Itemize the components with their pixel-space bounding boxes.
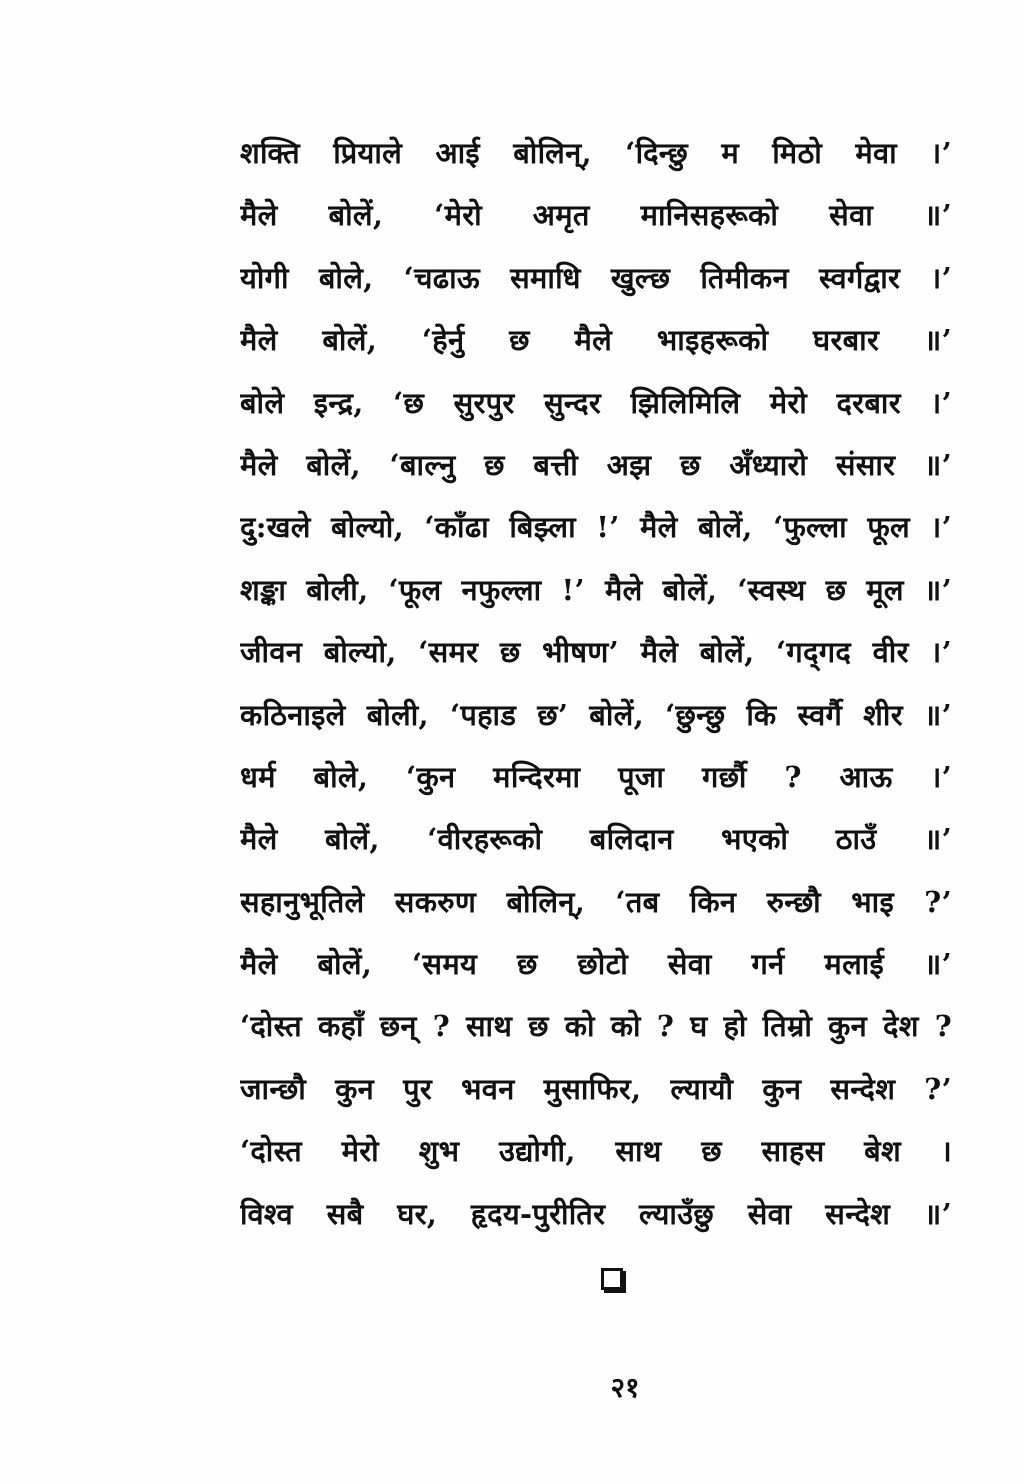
section-end-box-icon [601, 1268, 623, 1290]
poem-line: विश्व सबै घर, हृदय-पुरीतिर ल्याउँछु सेवा सन्देश ॥’ [240, 1196, 952, 1231]
poem-line: जीवन बोल्यो, ‘समर छ भीषण’ मैले बोलें, ‘गद्‌गद वीर ।’ [240, 635, 952, 670]
page-number: २१ [610, 1371, 640, 1404]
poem-line: धर्म बोले, ‘कुन मन्दिरमा पूजा गर्छौ ? आऊ ।’ [240, 759, 952, 794]
poem-line: मैले बोलें, ‘समय छ छोटो सेवा गर्न मलाई ॥’ [240, 947, 952, 982]
poem-line: कठिनाइले बोली, ‘पहाड छ’ बोलें, ‘छुन्छु कि स्वर्गै शीर ॥’ [240, 697, 952, 732]
poem-line: योगी बोले, ‘चढाऊ समाधि खुल्छ तिमीकन स्वर्गद्वार ।’ [240, 260, 952, 295]
poem-stanza [240, 122, 952, 1245]
poem-line: ‘दोस्त कहाँ छन् ? साथ छ को को ? घ हो तिम्रो कुन देश ? [240, 1009, 952, 1044]
poem-line: मैले बोलें, ‘वीरहरूको बलिदान भएको ठाउँ ॥’ [240, 822, 952, 857]
poem-line: शक्ति प्रियाले आई बोलिन्, ‘दिन्छु म मिठो मेवा ।’ [240, 136, 952, 170]
poem-line: मैले बोलें, ‘हेर्नु छ मैले भाइहरूको घरबार ॥’ [240, 323, 952, 358]
poem-line: बोले इन्द्र, ‘छ सुरपुर सुन्दर झिलिमिलि मेरो दरबार ।’ [240, 385, 952, 420]
poem-line: सहानुभूतिले सकरुण बोलिन्, ‘तब किन रुन्छौ भाइ ?’ [240, 884, 952, 919]
poem-line: जान्छौ कुन पुर भवन मुसाफिर, ल्यायौ कुन सन्देश ?’ [240, 1071, 952, 1106]
poem-line: शङ्का बोली, ‘फूल नफुल्ला !’ मैले बोलें, ‘स्वस्थ छ मूल ॥’ [240, 572, 952, 607]
poem-line: दु:खले बोल्यो, ‘काँढा बिझ्ला !’ मैले बोलें, ‘फुल्ला फूल ।’ [240, 510, 952, 545]
poem-line: मैले बोलें, ‘बाल्नु छ बत्ती अझ छ अँध्यारो संसार ॥’ [240, 447, 952, 482]
poem-line: ‘दोस्त मेरो शुभ उद्योगी, साथ छ साहस बेश । [240, 1134, 952, 1169]
poem-line: मैले बोलें, ‘मेरो अमृत मानिसहरूको सेवा ॥’ [240, 198, 952, 233]
